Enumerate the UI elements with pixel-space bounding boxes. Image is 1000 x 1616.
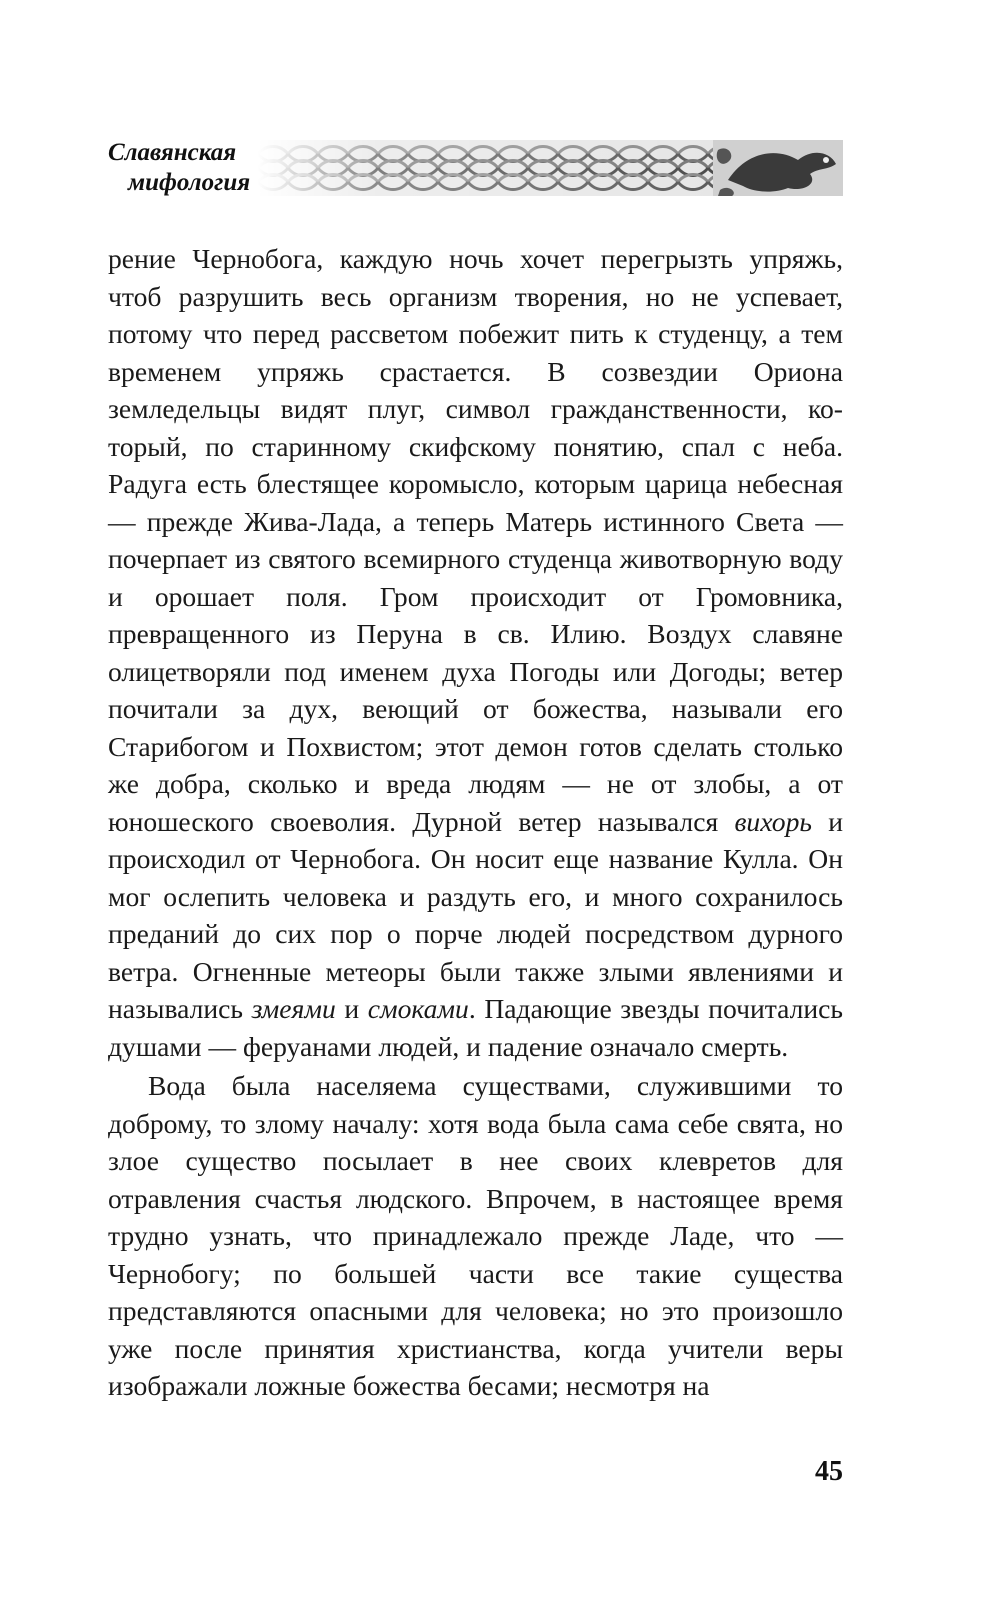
header-title-line2: мифология <box>128 169 251 196</box>
running-header <box>108 138 843 200</box>
text-segment: . Падающие звезды почитались душами — феруанами людей, и падение означало смерть. <box>108 993 843 1062</box>
text-segment: Вода была населяема существами, служившими то доброму, то злому началу: хотя вода была сама себе свята, но злое существо посылает в нее своих клевретов для отравления счастья людского. Впрочем, в настоящее время трудно узнать, что принадлежало прежде Ладе, что — Чернобогу; по большей части все такие существа представляются опасными для человека; но это произошло уже после принятия христианства, когда учители веры изображали ложные божества бесами; несмотря на <box>108 1070 843 1401</box>
header-title-line1: Славянская <box>108 139 237 166</box>
italic-term: змеями <box>251 993 336 1024</box>
italic-term: смоками <box>367 993 469 1024</box>
text-segment: и <box>335 993 368 1024</box>
body-text <box>108 240 843 1405</box>
paragraph-2 <box>108 1067 843 1405</box>
text-segment: рение Чернобога, каждую ночь хочет перегрызть упряжь, чтоб разрушить весь организм творения, но не успевает, потому что перед рассветом побежит пить к студенцу, а тем временем упряжь срастается. В созвездии Ориона земледельцы видят плуг, символ гражданственности, который, по старинному скифскому понятию, спал с неба. Радуга есть блестящее коромысло, которым царица небесная — прежде Жива-Лада, а теперь Матерь истинного Света — почерпает из святого всемирного студенца животворную воду и орошает поля. Гром происходит от Громовника, превращенного из Перуна в св. Илию. Воздух славяне олицетворяли под именем духа Погоды или Догоды; ветер почитали за дух, веющий от божества, называли его Старибогом и Похвистом; этот демон готов сделать столько же добра, сколько и вреда людям — не от злобы, а от юношеского своеволия. Дурной ветер назывался <box>108 243 843 837</box>
italic-term: вихорь <box>734 805 812 837</box>
ornament-icon <box>258 140 843 196</box>
text-segment: и происходил от Чернобога. Он носит еще название Кулла. Он мог ослепить человека и раздуть его, и много сохранилось преданий до сих пор о порче людей посредством дурного ветра. Огненные метеоры были также злыми явлениями и назывались <box>108 805 843 1024</box>
running-header-title <box>108 138 250 198</box>
page-number: 45 <box>815 1456 843 1487</box>
paragraph-1 <box>108 240 843 1065</box>
